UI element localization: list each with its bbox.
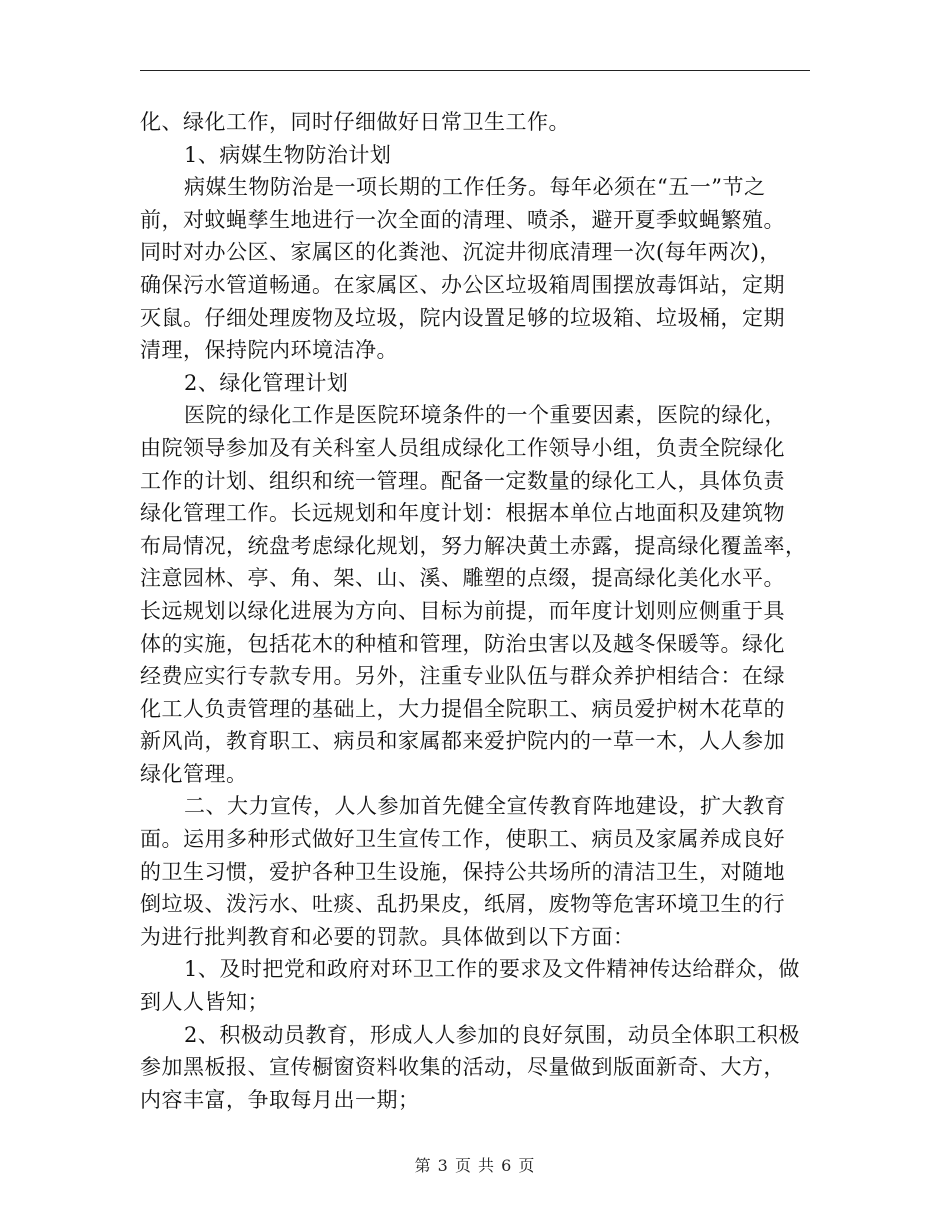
text-line: 工作的计划、组织和统一管理。配备一定数量的绿化工人，具体负责 [140, 468, 785, 493]
text-line: 二、大力宣传，人人参加首先健全宣传教育阵地建设，扩大教育 [184, 794, 786, 819]
text-line: 倒垃圾、泼污水、吐痰、乱扔果皮，纸屑，废物等危害环境卫生的行 [140, 892, 785, 917]
text-line: 面。运用多种形式做好卫生宣传工作，使职工、病员及家属养成良好 [140, 827, 785, 852]
text-line: 内容丰富，争取每月出一期； [140, 1087, 420, 1112]
text-line: 化工人负责管理的基础上，大力提倡全院职工、病员爱护树木花草的 [140, 696, 785, 721]
page-footer [0, 1153, 950, 1176]
text-line: 体的实施，包括花木的种植和管理，防治虫害以及越冬保暖等。绿化 [140, 631, 785, 656]
text-line: 确保污水管道畅通。在家属区、办公区垃圾箱周围摆放毒饵站，定期 [140, 272, 785, 297]
text-line: 注意园林、亭、角、架、山、溪、雕塑的点缀，提高绿化美化水平。 [140, 566, 785, 591]
text-line: 长远规划以绿化进展为方向、目标为前提，而年度计划则应侧重于具 [140, 598, 785, 623]
text-line: 化、绿化工作，同时仔细做好日常卫生工作。 [140, 110, 570, 134]
text-line: 绿化管理。 [140, 761, 248, 786]
text-line: 由院领导参加及有关科室人员组成绿化工作领导小组，负责全院绿化 [140, 435, 785, 460]
text-line: 清理，保持院内环境洁净。 [140, 338, 398, 363]
section-heading: 1、病媒生物防治计划 [184, 142, 392, 167]
text-line: 新风尚，教育职工、病员和家属都来爱护院内的一草一木，人人参加 [140, 729, 785, 754]
text-line: 灭鼠。仔细处理废物及垃圾，院内设置足够的垃圾箱、垃圾桶，定期 [140, 305, 785, 330]
text-line: 前，对蚊蝇孳生地进行一次全面的清理、喷杀，避开夏季蚊蝇繁殖。 [140, 207, 785, 232]
text-line: 病媒生物防治是一项长期的工作任务。每年必须在“五一”节之 [184, 175, 766, 200]
text-line: 同时对办公区、家属区的化粪池、沉淀井彻底清理一次(每年两次)， [140, 240, 781, 265]
document-body [140, 106, 812, 1116]
text-line: 到人人皆知； [140, 990, 269, 1015]
text-line: 1、及时把党和政府对环卫工作的要求及文件精神传达给群众，做 [184, 957, 800, 982]
text-line: 绿化管理工作。长远规划和年度计划：根据本单位占地面积及建筑物 [140, 501, 785, 526]
text-line: 的卫生习惯，爱护各种卫生设施，保持公共场所的清洁卫生，对随地 [140, 859, 785, 884]
text-line: 经费应实行专款专用。另外，注重专业队伍与群众养护相结合：在绿 [140, 664, 785, 689]
text-line: 布局情况，统盘考虑绿化规划，努力解决黄土赤露，提高绿化覆盖率， [140, 533, 807, 558]
header-rule [140, 70, 810, 71]
text-line: 2、积极动员教育，形成人人参加的良好氛围，动员全体职工积极 [184, 1022, 800, 1047]
text-line: 参加黑板报、宣传橱窗资料收集的活动，尽量做到版面新奇、大方， [140, 1055, 785, 1080]
page-number-label: 第 3 页 共 6 页 [414, 1156, 536, 1175]
text-line: 医院的绿化工作是医院环境条件的一个重要因素，医院的绿化， [184, 403, 786, 428]
section-heading: 2、绿化管理计划 [184, 370, 349, 395]
text-line: 为进行批判教育和必要的罚款。具体做到以下方面： [140, 924, 635, 949]
